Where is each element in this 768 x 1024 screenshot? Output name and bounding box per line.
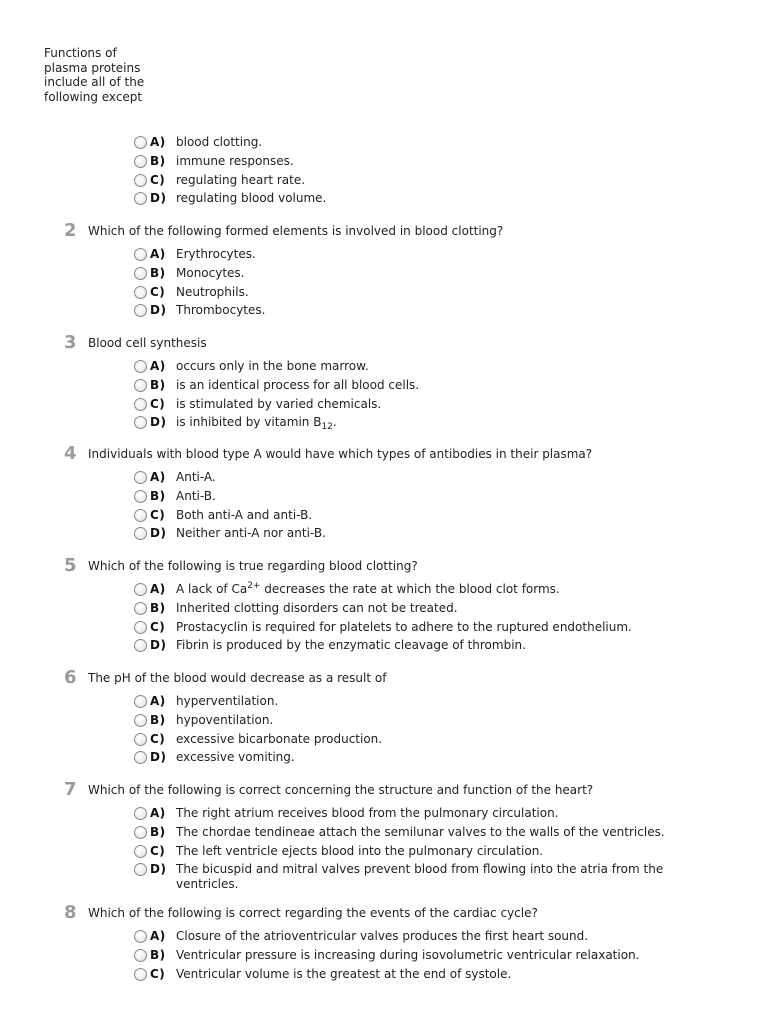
radio-button[interactable] (134, 695, 147, 708)
option-a[interactable]: A) Closure of the atrioventricular valves produces the first heart sound. (134, 929, 754, 948)
option-d[interactable]: D) Fibrin is produced by the enzymatic cleavage of thrombin. (134, 638, 754, 657)
option-b[interactable]: B) Ventricular pressure is increasing during isovolumetric ventricular relaxation. (134, 948, 754, 967)
radio-button[interactable] (134, 639, 147, 652)
option-b[interactable]: B) Anti-B. (134, 489, 754, 508)
radio-button[interactable] (134, 733, 147, 746)
option-c[interactable]: C) Prostacyclin is required for platelets to adhere to the ruptured endothelium. (134, 620, 754, 639)
option-b[interactable]: B) Inherited clotting disorders can not be treated. (134, 601, 754, 620)
radio-button[interactable] (134, 304, 147, 317)
option-d[interactable]: D) The bicuspid and mitral valves prevent blood from flowing into the atria from the ventricles. (134, 862, 754, 894)
option-b[interactable]: B) immune responses. (134, 154, 754, 173)
radio-button[interactable] (134, 602, 147, 615)
radio-button[interactable] (134, 471, 147, 484)
radio-button[interactable] (134, 949, 147, 962)
option-c[interactable]: C) Both anti-A and anti-B. (134, 508, 754, 527)
radio-button[interactable] (134, 863, 147, 876)
question-text: The pH of the blood would decrease as a result of (88, 671, 387, 685)
radio-button[interactable] (134, 136, 147, 149)
option-b[interactable]: B) hypoventilation. (134, 713, 754, 732)
question-number: 3 (64, 332, 77, 353)
radio-button[interactable] (134, 267, 147, 280)
question-1-options (134, 135, 754, 210)
radio-button[interactable] (134, 845, 147, 858)
radio-button[interactable] (134, 192, 147, 205)
option-d[interactable]: D) excessive vomiting. (134, 750, 754, 769)
question-options (134, 694, 754, 769)
question-text: Individuals with blood type A would have which types of antibodies in their plasma? (88, 447, 593, 461)
radio-button[interactable] (134, 621, 147, 634)
question-1-text: Functions of plasma proteins include all of the following except (44, 46, 145, 104)
option-a[interactable]: A) Erythrocytes. (134, 247, 754, 266)
question-text: Which of the following formed elements is involved in blood clotting? (88, 224, 504, 238)
option-b[interactable]: B) The chordae tendineae attach the semilunar valves to the walls of the ventricles. (134, 825, 754, 844)
radio-button[interactable] (134, 174, 147, 187)
radio-button[interactable] (134, 968, 147, 981)
option-d[interactable]: D) is inhibited by vitamin $B_{12}$. (134, 415, 754, 434)
option-c[interactable]: C) regulating heart rate. (134, 173, 754, 192)
radio-button[interactable] (134, 509, 147, 522)
question-options (134, 929, 754, 985)
question-text: Which of the following is true regarding blood clotting? (88, 559, 418, 573)
option-b[interactable]: B) is an identical process for all blood cells. (134, 378, 754, 397)
question-options (134, 582, 754, 657)
option-a[interactable]: A) A lack of $Ca^{2+}$ decreases the rate at which the blood clot forms. (134, 582, 754, 601)
radio-button[interactable] (134, 751, 147, 764)
option-a[interactable]: A) blood clotting. (134, 135, 754, 154)
radio-button[interactable] (134, 826, 147, 839)
option-a[interactable]: A) hyperventilation. (134, 694, 754, 713)
option-d[interactable]: D) Thrombocytes. (134, 303, 754, 322)
option-c[interactable]: C) excessive bicarbonate production. (134, 732, 754, 751)
radio-button[interactable] (134, 286, 147, 299)
radio-button[interactable] (134, 379, 147, 392)
question-options (134, 806, 754, 894)
question-text: Blood cell synthesis (88, 336, 207, 350)
radio-button[interactable] (134, 490, 147, 503)
option-c[interactable]: C) Neutrophils. (134, 285, 754, 304)
radio-button[interactable] (134, 416, 147, 429)
option-c[interactable]: C) The left ventricle ejects blood into the pulmonary circulation. (134, 844, 754, 863)
option-b[interactable]: B) Monocytes. (134, 266, 754, 285)
question-number: 4 (64, 443, 77, 464)
radio-button[interactable] (134, 248, 147, 261)
radio-button[interactable] (134, 360, 147, 373)
option-c[interactable]: C) is stimulated by varied chemicals. (134, 397, 754, 416)
radio-button[interactable] (134, 714, 147, 727)
question-options (134, 470, 754, 545)
radio-button[interactable] (134, 807, 147, 820)
radio-button[interactable] (134, 398, 147, 411)
question-options (134, 247, 754, 322)
radio-button[interactable] (134, 155, 147, 168)
question-number: 6 (64, 667, 77, 688)
question-number: 7 (64, 779, 77, 800)
option-a[interactable]: A) Anti-A. (134, 470, 754, 489)
radio-button[interactable] (134, 527, 147, 540)
question-number: 5 (64, 555, 77, 576)
option-d[interactable]: D) regulating blood volume. (134, 191, 754, 210)
option-d[interactable]: D) Neither anti-A nor anti-B. (134, 526, 754, 545)
question-text: Which of the following is correct regarding the events of the cardiac cycle? (88, 906, 538, 920)
question-options (134, 359, 754, 434)
option-c[interactable]: C) Ventricular volume is the greatest at the end of systole. (134, 967, 754, 986)
radio-button[interactable] (134, 930, 147, 943)
option-a[interactable]: A) occurs only in the bone marrow. (134, 359, 754, 378)
question-number: 8 (64, 902, 77, 923)
radio-button[interactable] (134, 583, 147, 596)
question-text: Which of the following is correct concerning the structure and function of the heart? (88, 783, 594, 797)
question-number: 2 (64, 220, 77, 241)
option-a[interactable]: A) The right atrium receives blood from the pulmonary circulation. (134, 806, 754, 825)
